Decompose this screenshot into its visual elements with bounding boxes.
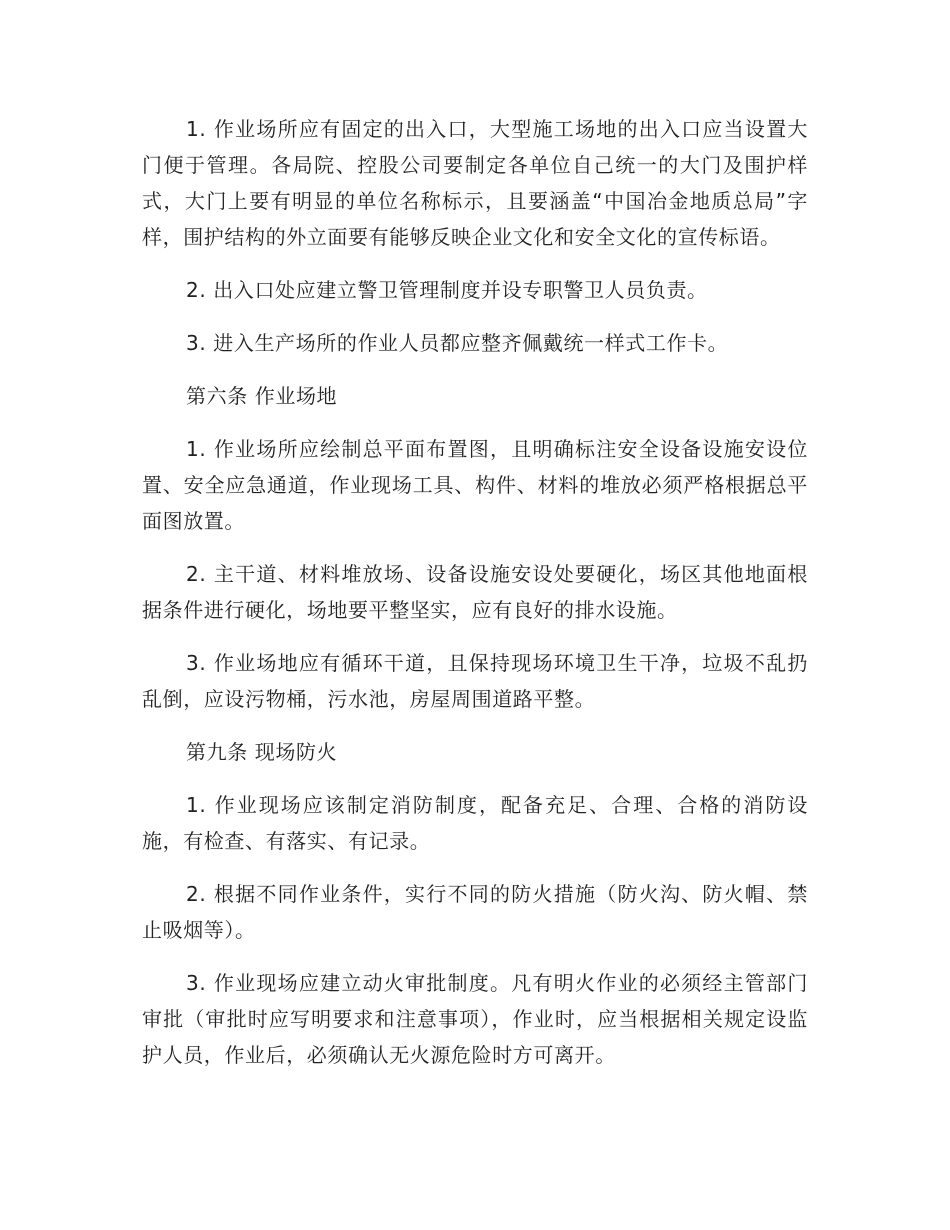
paragraph-site-layout-plan: 1. 作业场所应绘制总平面布置图，且明确标注安全设备设施安设位置、安全应急通道，作业现场工具、构件、材料的堆放必须严格根据总平面图放置。: [142, 437, 808, 533]
paragraph-fire-measures: 2. 根据不同作业条件，实行不同的防火措施（防火沟、防火帽、禁止吸烟等）。: [142, 882, 808, 942]
section-heading-article-6: 第六条 作业场地: [186, 384, 338, 408]
paragraph-hot-work-approval: 3. 作业现场应建立动火审批制度。凡有明火作业的必须经主管部门审批（审批时应写明要求和注意事项），作业时，应当根据相关规定设监护人员，作业后，必须确认无火源危险时方可离开。: [142, 971, 808, 1067]
paragraph-fire-system: 1. 作业现场应该制定消防制度，配备充足、合理、合格的消防设施，有检查、有落实、有记录。: [142, 793, 808, 853]
paragraph-guard-system: 2. 出入口处应建立警卫管理制度并设专职警卫人员负责。: [186, 278, 708, 302]
paragraph-ground-hardening: 2. 主干道、材料堆放场、设备设施安设处要硬化，场区其他地面根据条件进行硬化，场地要平整坚实，应有良好的排水设施。: [142, 562, 808, 622]
paragraph-entrance-setup: 1. 作业场所应有固定的出入口，大型施工场地的出入口应当设置大门便于管理。各局院、控股公司要制定各单位自己统一的大门及围护样式，大门上要有明显的单位名称标示，且要涵盖“中国冶金地质总局”字样，围护结构的外立面要有能够反映企业文化和安全文化的宣传标语。: [142, 117, 809, 249]
paragraph-work-card: 3. 进入生产场所的作业人员都应整齐佩戴统一样式工作卡。: [186, 331, 729, 355]
paragraph-site-hygiene: 3. 作业场地应有循环干道，且保持现场环境卫生干净，垃圾不乱扔乱倒，应设污物桶，污水池，房屋周围道路平整。: [142, 651, 808, 711]
document-body: [142, 111, 808, 1090]
section-heading-article-9: 第九条 现场防火: [186, 740, 338, 764]
